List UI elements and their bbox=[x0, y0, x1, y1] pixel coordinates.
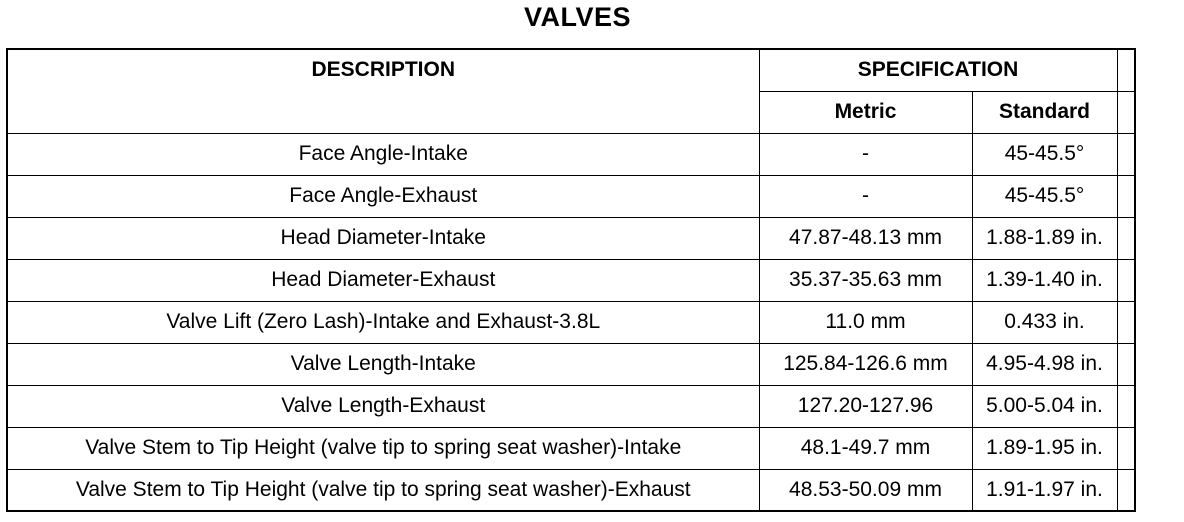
table-row bbox=[7, 385, 1135, 427]
table-row bbox=[7, 259, 1135, 301]
cell-description: Valve Length-Exhaust bbox=[7, 385, 759, 427]
margin-cell bbox=[1117, 301, 1135, 343]
cell-metric: 11.0 mm bbox=[759, 301, 972, 343]
cell-standard: 1.88-1.89 in. bbox=[972, 217, 1117, 259]
cell-description: Valve Length-Intake bbox=[7, 343, 759, 385]
cell-standard: 4.95-4.98 in. bbox=[972, 343, 1117, 385]
table-row bbox=[7, 175, 1135, 217]
cell-standard: 5.00-5.04 in. bbox=[972, 385, 1117, 427]
header-metric: Metric bbox=[759, 91, 972, 133]
table-row bbox=[7, 343, 1135, 385]
cell-description: Face Angle-Intake bbox=[7, 133, 759, 175]
cell-metric: 35.37-35.63 mm bbox=[759, 259, 972, 301]
table-row bbox=[7, 469, 1135, 511]
table-row bbox=[7, 301, 1135, 343]
cell-description: Valve Stem to Tip Height (valve tip to spring seat washer)-Intake bbox=[7, 427, 759, 469]
margin-cell bbox=[1117, 469, 1135, 511]
cell-standard: 1.91-1.97 in. bbox=[972, 469, 1117, 511]
cell-standard: 45-45.5° bbox=[972, 175, 1117, 217]
cell-metric: 48.1-49.7 mm bbox=[759, 427, 972, 469]
cell-metric: - bbox=[759, 133, 972, 175]
margin-cell bbox=[1117, 133, 1135, 175]
cell-metric: - bbox=[759, 175, 972, 217]
margin-cell bbox=[1117, 427, 1135, 469]
margin-cell bbox=[1117, 217, 1135, 259]
margin-cell bbox=[1117, 175, 1135, 217]
cell-standard: 1.39-1.40 in. bbox=[972, 259, 1117, 301]
cell-metric: 47.87-48.13 mm bbox=[759, 217, 972, 259]
table-row bbox=[7, 427, 1135, 469]
margin-cell bbox=[1117, 49, 1135, 91]
margin-cell bbox=[1117, 91, 1135, 133]
cell-metric: 125.84-126.6 mm bbox=[759, 343, 972, 385]
header-row bbox=[7, 49, 1135, 91]
cell-standard: 0.433 in. bbox=[972, 301, 1117, 343]
valves-spec-table bbox=[6, 48, 1136, 512]
cell-metric: 127.20-127.96 bbox=[759, 385, 972, 427]
header-specification: SPECIFICATION bbox=[759, 49, 1117, 91]
cell-description: Head Diameter-Intake bbox=[7, 217, 759, 259]
page-title: VALVES bbox=[523, 2, 632, 32]
cell-standard: 1.89-1.95 in. bbox=[972, 427, 1117, 469]
table-row bbox=[7, 217, 1135, 259]
cell-description: Head Diameter-Exhaust bbox=[7, 259, 759, 301]
table-row bbox=[7, 133, 1135, 175]
cell-description: Valve Stem to Tip Height (valve tip to spring seat washer)-Exhaust bbox=[7, 469, 759, 511]
header-standard: Standard bbox=[972, 91, 1117, 133]
header-description: DESCRIPTION bbox=[7, 49, 759, 133]
cell-description: Valve Lift (Zero Lash)-Intake and Exhaust-3.8L bbox=[7, 301, 759, 343]
cell-metric: 48.53-50.09 mm bbox=[759, 469, 972, 511]
margin-cell bbox=[1117, 385, 1135, 427]
cell-description: Face Angle-Exhaust bbox=[7, 175, 759, 217]
margin-cell bbox=[1117, 259, 1135, 301]
margin-cell bbox=[1117, 343, 1135, 385]
cell-standard: 45-45.5° bbox=[972, 133, 1117, 175]
